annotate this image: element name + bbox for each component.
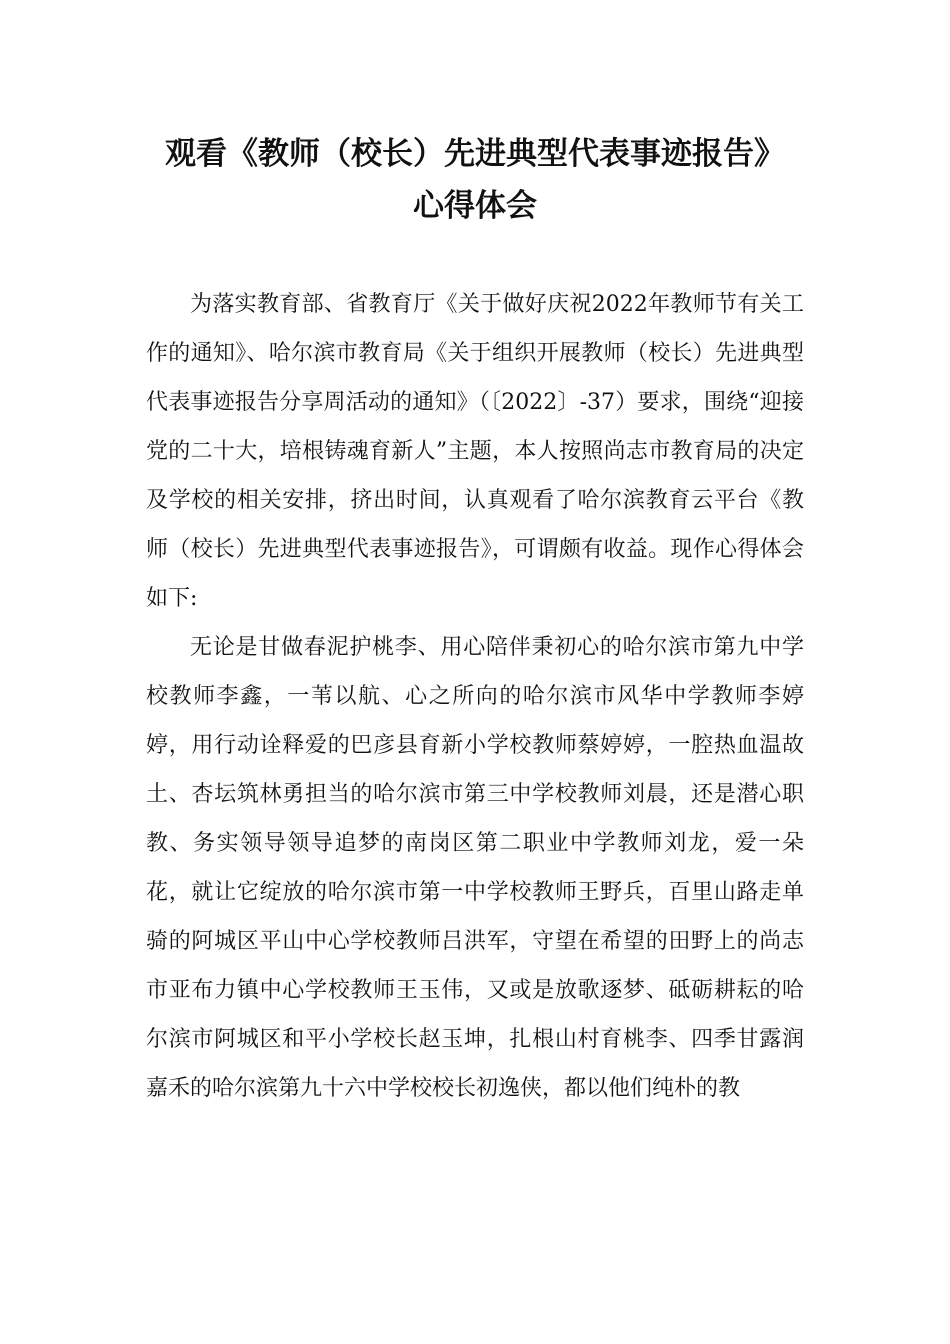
title-line-1: 观看《教师（校长）先进典型代表事迹报告》 (165, 136, 785, 172)
title-line-2: 心得体会 (413, 188, 537, 224)
paragraph-intro: 为落实教育部、省教育厅《关于做好庆祝2022年教师节有关工作的通知》、哈尔滨市教育局《关于组织开展教师（校长）先进典型代表事迹报告分享周活动的通知》（〔2022〕-37）要求，围绕“迎接党的二十大，培根铸魂育新人”主题，本人按照尚志市教育局的决定及学校的相关安排，挤出时间，认真观看了哈尔滨教育云平台《教师（校长）先进典型代表事迹报告》，可谓颇有收益。现作心得体会如下: (146, 292, 804, 611)
document-title (0, 128, 950, 232)
document-body (146, 280, 804, 1113)
paragraph-teachers: 无论是甘做春泥护桃李、用心陪伴秉初心的哈尔滨市第九中学校教师李鑫，一苇以航、心之所向的哈尔滨市风华中学教师李婷婷，用行动诠释爱的巴彦县育新小学校教师蔡婷婷，一腔热血温故土、杏坛筑林勇担当的哈尔滨市第三中学校教师刘晨，还是潜心职教、务实领导领导追梦的南岗区第二职业中学教师刘龙，爱一朵花，就让它绽放的哈尔滨市第一中学校教师王野兵，百里山路走单骑的阿城区平山中心学校教师吕洪军，守望在希望的田野上的尚志市亚布力镇中心学校教师王玉伟，又或是放歌逐梦、砥砺耕耘的哈尔滨市阿城区和平小学校长赵玉坤，扎根山村育桃李、四季甘露润嘉禾的哈尔滨第九十六中学校校长初逸侠，都以他们纯朴的教 (146, 635, 804, 1101)
